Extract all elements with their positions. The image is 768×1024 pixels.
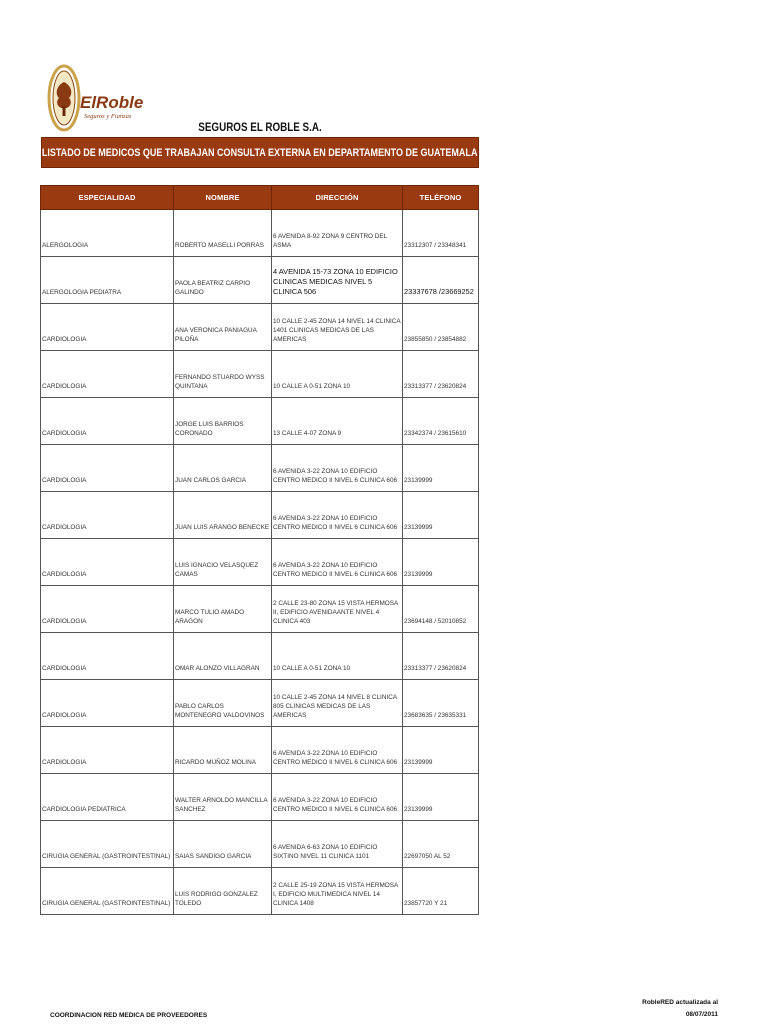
table-row xyxy=(41,445,479,492)
cell-address: 10 CALLE A 0-51 ZONA 10 xyxy=(272,633,403,680)
cell-specialty: CARDIOLOGIA xyxy=(41,586,174,633)
footer-updated xyxy=(642,997,718,1021)
table-row xyxy=(41,586,479,633)
cell-phone: 23139999 xyxy=(403,539,479,586)
footer-coordination: COORDINACION RED MEDICA DE PROVEEDORES xyxy=(50,1012,208,1019)
cell-specialty: CARDIOLOGIA xyxy=(41,539,174,586)
cell-name: PAOLA BEATRIZ CARPIO GALINDO xyxy=(174,257,272,304)
company-title: SEGUROS EL ROBLE S.A. xyxy=(198,120,322,134)
cell-specialty: ALERGOLOGIA PEDIATRA xyxy=(41,257,174,304)
table-row xyxy=(41,868,479,915)
table-row xyxy=(41,257,479,304)
report-banner-text: LISTADO DE MEDICOS QUE TRABAJAN CONSULTA EXTERNA EN DEPARTAMENTO DE GUATEMALA xyxy=(42,146,478,159)
cell-specialty: CARDIOLOGIA xyxy=(41,633,174,680)
cell-phone: 23139999 xyxy=(403,445,479,492)
table-row xyxy=(41,633,479,680)
cell-name: FERNANDO STUARDO WYSS QUINTANA xyxy=(174,351,272,398)
doctors-table xyxy=(40,185,479,915)
cell-specialty: CARDIOLOGIA xyxy=(41,727,174,774)
table-row xyxy=(41,774,479,821)
cell-address: 6 AVENIDA 8-92 ZONA 9 CENTRO DEL ASMA xyxy=(272,210,403,257)
cell-specialty: CARDIOLOGIA xyxy=(41,492,174,539)
cell-name: LUIS IGNACIO VELASQUEZ CAMAS xyxy=(174,539,272,586)
cell-address: 6 AVENIDA 3-22 ZONA 10 EDIFICIO CENTRO MEDICO II NIVEL 6 CLINICA 606 xyxy=(272,774,403,821)
cell-address: 6 AVENIDA 3-22 ZONA 10 EDIFICIO CENTRO MEDICO II NIVEL 6 CLINICA 606 xyxy=(272,539,403,586)
cell-specialty: CARDIOLOGIA PEDIATRICA xyxy=(41,774,174,821)
cell-address: 6 AVENIDA 3-22 ZONA 10 EDIFICIO CENTRO MEDICO II NIVEL 6 CLINICA 606 xyxy=(272,445,403,492)
table-row xyxy=(41,821,479,868)
cell-address: 6 AVENIDA 6-63 ZONA 10 EDIFICIO SIXTINO NIVEL 11 CLINICA 1101 xyxy=(272,821,403,868)
cell-address: 10 CALLE A 0-51 ZONA 10 xyxy=(272,351,403,398)
table-row xyxy=(41,492,479,539)
cell-name: OMAR ALONZO VILLAGRAN xyxy=(174,633,272,680)
cell-address: 6 AVENIDA 3-22 ZONA 10 EDIFICIO CENTRO MEDICO II NIVEL 6 CLINICA 606 xyxy=(272,492,403,539)
cell-specialty: CARDIOLOGIA xyxy=(41,351,174,398)
table-row xyxy=(41,727,479,774)
cell-address: 10 CALLE 2-45 ZONA 14 NIVEL 14 CLINICA 1401 CLINICAS MEDICAS DE LAS AMERICAS xyxy=(272,304,403,351)
cell-name: SAIAS SANDIGO GARCIA xyxy=(174,821,272,868)
table-row xyxy=(41,398,479,445)
col-header-phone: TELÉFONO xyxy=(403,186,479,210)
cell-name: RICARDO MUÑOZ MOLINA xyxy=(174,727,272,774)
cell-phone: 23313377 / 23620824 xyxy=(403,351,479,398)
cell-phone: 23342374 / 23615610 xyxy=(403,398,479,445)
table-row xyxy=(41,210,479,257)
cell-name: MARCO TULIO AMADO ARAGON xyxy=(174,586,272,633)
cell-address: 6 AVENIDA 3-22 ZONA 10 EDIFICIO CENTRO MEDICO II NIVEL 6 CLINICA 606 xyxy=(272,727,403,774)
cell-name: ROBERTO MASELLI PORRAS xyxy=(174,210,272,257)
logo-tagline: Seguros y Fianzas xyxy=(84,113,132,120)
cell-address: 4 AVENIDA 15-73 ZONA 10 EDIFICIO CLINICAS MEDICAS NIVEL 5 CLINICA 506 xyxy=(272,257,403,304)
table-row xyxy=(41,351,479,398)
col-header-specialty: ESPECIALIDAD xyxy=(41,186,174,210)
cell-phone: 23139999 xyxy=(403,492,479,539)
col-header-name: NOMBRE xyxy=(174,186,272,210)
cell-phone: 23855850 / 23854882 xyxy=(403,304,479,351)
logo-wordmark: ElRoble xyxy=(80,93,144,112)
cell-address: 13 CALLE 4-07 ZONA 9 xyxy=(272,398,403,445)
footer-updated-label: RobleRED actualizada al xyxy=(642,999,718,1006)
cell-name: ANA VERONICA PANIAGUA PILOÑA xyxy=(174,304,272,351)
cell-phone: 23139999 xyxy=(403,774,479,821)
cell-phone: 23312307 / 23348341 xyxy=(403,210,479,257)
cell-specialty: CARDIOLOGIA xyxy=(41,680,174,727)
table-row xyxy=(41,304,479,351)
col-header-address: DIRECCIÓN xyxy=(272,186,403,210)
cell-name: WALTER ARNOLDO MANCILLA SANCHEZ xyxy=(174,774,272,821)
cell-phone: 22697050 AL 52 xyxy=(403,821,479,868)
cell-specialty: CIRUGIA GENERAL (GASTROINTESTINAL) xyxy=(41,821,174,868)
cell-address: 2 CALLE 23-80 ZONA 15 VISTA HERMOSA II, EDIFICIO AVENIDAANTE NIVEL 4 CLINICA 403 xyxy=(272,586,403,633)
cell-phone: 23139999 xyxy=(403,727,479,774)
cell-phone: 23683635 / 23635331 xyxy=(403,680,479,727)
cell-name: PABLO CARLOS MONTENEGRO VALDOVINOS xyxy=(174,680,272,727)
footer-updated-date: 08/07/2011 xyxy=(685,1011,718,1018)
cell-address: 2 CALLE 25-19 ZONA 15 VISTA HERMOSA I, EDIFICIO MULTIMEDICA NIVEL 14 CLINICA 1408 xyxy=(272,868,403,915)
cell-specialty: CARDIOLOGIA xyxy=(41,304,174,351)
cell-phone: 23313377 / 23620824 xyxy=(403,633,479,680)
cell-specialty: CIRUGIA GENERAL (GASTROINTESTINAL) xyxy=(41,868,174,915)
cell-address: 10 CALLE 2-45 ZONA 14 NIVEL 8 CLINICA 805 CLINICAS MEDICAS DE LAS AMERICAS xyxy=(272,680,403,727)
cell-phone: 23857720 Y 21 xyxy=(403,868,479,915)
cell-specialty: CARDIOLOGIA xyxy=(41,398,174,445)
table-row xyxy=(41,539,479,586)
cell-specialty: ALERGOLOGIA xyxy=(41,210,174,257)
cell-phone: 23337678 /23669252 xyxy=(403,257,479,304)
report-banner xyxy=(41,137,479,168)
table-header-row xyxy=(41,186,479,210)
cell-name: JORGE LUIS BARRIOS CORONADO xyxy=(174,398,272,445)
cell-name: JUAN CARLOS GARCIA xyxy=(174,445,272,492)
table-row xyxy=(41,680,479,727)
cell-phone: 23694148 / 52010852 xyxy=(403,586,479,633)
cell-specialty: CARDIOLOGIA xyxy=(41,445,174,492)
cell-name: JUAN LUIS ARANGO BENECKE xyxy=(174,492,272,539)
cell-name: LUIS RODRIGO GONZALEZ TOLEDO xyxy=(174,868,272,915)
